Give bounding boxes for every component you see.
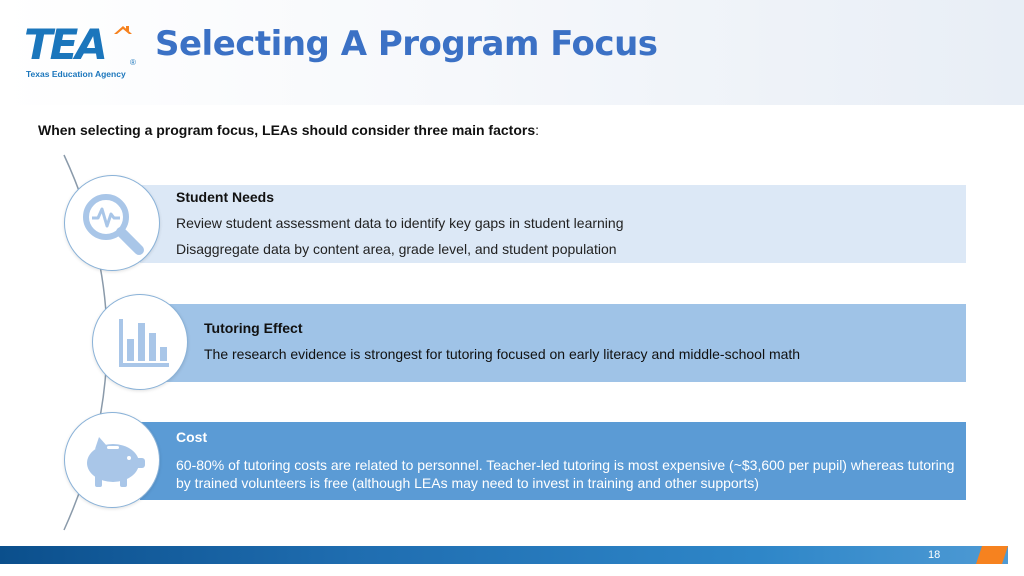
factor-line: The research evidence is strongest for tutoring focused on early literacy and middle-school math: [204, 346, 801, 362]
magnifier-chart-icon: [65, 176, 161, 272]
intro-bold: When selecting a program focus, LEAs should consider three main factors: [38, 122, 536, 138]
student-needs-icon-circle: [64, 175, 160, 271]
page-title: Selecting A Program Focus: [155, 24, 658, 64]
factor-line: Review student assessment data to identify key gaps in student learning: [176, 215, 624, 231]
footer-accent-stripe: [968, 546, 1008, 564]
cost-icon-circle: [64, 412, 160, 508]
footer-bar: [0, 546, 1008, 564]
factor-band-cost: [140, 422, 966, 500]
logo-wordmark: TEA: [24, 20, 105, 69]
factor-band-student-needs: [140, 185, 966, 263]
bar-chart-icon: [93, 295, 189, 391]
factor-title: Student Needs: [176, 189, 275, 205]
factor-title: Cost: [176, 429, 208, 445]
intro-colon: :: [535, 122, 539, 138]
factor-title: Tutoring Effect: [204, 320, 303, 336]
logo-subtitle: Texas Education Agency: [26, 69, 126, 79]
tutoring-effect-icon-circle: [92, 294, 188, 390]
factor-line: 60-80% of tutoring costs are related to personnel. Teacher-led tutoring is most expensive (~$3,600 per pupil) whereas tutoring by trained volunteers is free (although LEAs may need to invest in training and other supports): [176, 457, 955, 491]
logo-registered-mark: ®: [130, 58, 136, 67]
page-number: 18: [928, 549, 941, 561]
piggy-bank-icon: [65, 413, 161, 509]
factor-line: Disaggregate data by content area, grade level, and student population: [176, 241, 617, 257]
factor-band-tutoring-effect: [160, 304, 966, 382]
